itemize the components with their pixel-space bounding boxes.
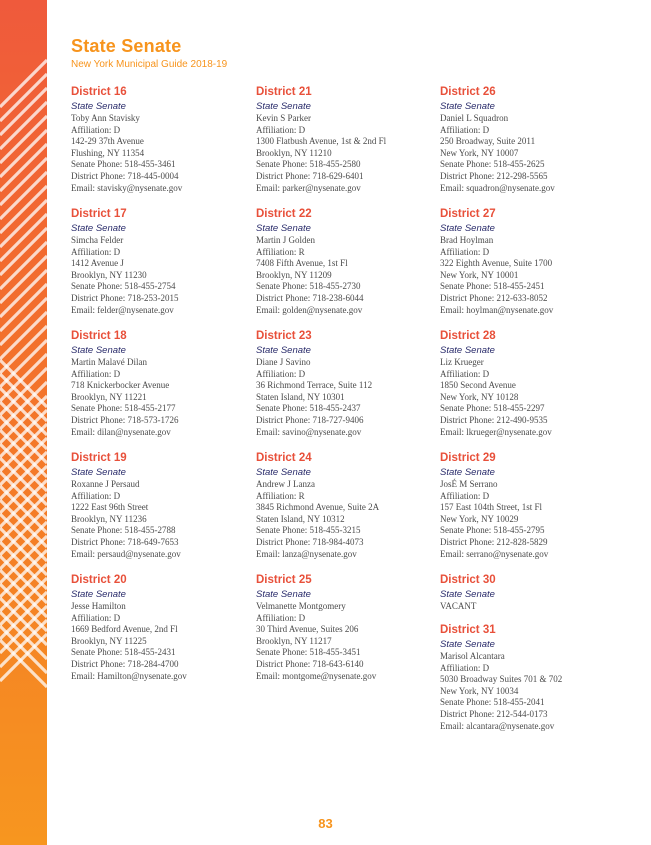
contact-line: Email: serrano@nysenate.gov bbox=[440, 548, 549, 559]
contact-line: Senate Phone: 518-455-2730 bbox=[256, 281, 361, 292]
contact-line: Affiliation: D bbox=[256, 612, 306, 623]
district-entry bbox=[71, 573, 251, 695]
district-heading: District 17 bbox=[71, 208, 127, 220]
contact-line: Affiliation: D bbox=[256, 124, 306, 135]
contact-line: 1669 Bedford Avenue, 2nd Fl bbox=[71, 624, 178, 635]
contact-line: District Phone: 718-643-6140 bbox=[256, 658, 364, 669]
contact-line: Daniel L Squadron bbox=[440, 113, 509, 123]
contact-line: Martin J Golden bbox=[256, 235, 315, 245]
page-subtitle: New York Municipal Guide 2018-19 bbox=[71, 59, 228, 70]
contact-line: Affiliation: D bbox=[440, 246, 490, 257]
contact-line: Email: lanza@nysenate.gov bbox=[256, 548, 357, 559]
contact-line: Affiliation: D bbox=[71, 612, 121, 623]
contact-line: Brooklyn, NY 11209 bbox=[256, 269, 332, 280]
column-3 bbox=[440, 85, 620, 745]
district-heading: District 18 bbox=[71, 330, 127, 342]
contact-line: Andrew J Lanza bbox=[256, 479, 315, 489]
contact-line: Brooklyn, NY 11210 bbox=[256, 147, 332, 158]
contact-line: District Phone: 718-984-4073 bbox=[256, 536, 364, 547]
chamber-label: State Senate bbox=[71, 101, 126, 112]
contact-line: Email: persaud@nysenate.gov bbox=[71, 548, 181, 559]
contact-line: 250 Broadway, Suite 2011 bbox=[440, 136, 536, 147]
chamber-label: State Senate bbox=[440, 345, 495, 356]
contact-line: Email: lkrueger@nysenate.gov bbox=[440, 426, 552, 437]
chamber-label: State Senate bbox=[71, 345, 126, 356]
contact-line: Jesse Hamilton bbox=[71, 601, 126, 611]
contact-line: 1300 Flatbush Avenue, 1st & 2nd Fl bbox=[256, 136, 387, 147]
contact-line: Affiliation: R bbox=[256, 246, 305, 257]
contact-line: JosÉ M Serrano bbox=[440, 479, 498, 489]
district-heading: District 22 bbox=[256, 208, 312, 220]
contact-line: Affiliation: D bbox=[71, 246, 121, 257]
contact-line: Affiliation: D bbox=[440, 490, 490, 501]
contact-line: Staten Island, NY 10301 bbox=[256, 391, 345, 402]
district-heading: District 16 bbox=[71, 86, 127, 98]
contact-line: 718 Knickerbocker Avenue bbox=[71, 380, 170, 391]
district-entry bbox=[440, 451, 620, 573]
district-heading: District 19 bbox=[71, 452, 127, 464]
district-heading: District 29 bbox=[440, 452, 496, 464]
district-entry bbox=[71, 329, 251, 451]
contact-line: Roxanne J Persaud bbox=[71, 479, 140, 489]
district-heading: District 23 bbox=[256, 330, 312, 342]
contact-line: Senate Phone: 518-455-2795 bbox=[440, 525, 545, 536]
contact-line: Diane J Savino bbox=[256, 357, 311, 367]
contact-line: 1850 Second Avenue bbox=[440, 380, 516, 391]
contact-line: Email: felder@nysenate.gov bbox=[71, 304, 174, 315]
contact-line: District Phone: 212-490-9535 bbox=[440, 414, 548, 425]
contact-line: 157 East 104th Street, 1st Fl bbox=[440, 502, 542, 513]
contact-line: Staten Island, NY 10312 bbox=[256, 513, 345, 524]
chamber-label: State Senate bbox=[256, 345, 311, 356]
contact-line: Velmanette Montgomery bbox=[256, 601, 346, 611]
contact-line: Senate Phone: 518-455-2437 bbox=[256, 403, 361, 414]
contact-line: Liz Krueger bbox=[440, 357, 484, 367]
district-heading: District 20 bbox=[71, 574, 127, 586]
contact-line: Senate Phone: 518-455-2754 bbox=[71, 281, 176, 292]
contact-line: Marisol Alcantara bbox=[440, 651, 505, 661]
contact-line: New York, NY 10007 bbox=[440, 147, 519, 158]
contact-line: Senate Phone: 518-455-2297 bbox=[440, 403, 545, 414]
contact-line: New York, NY 10029 bbox=[440, 513, 519, 524]
contact-line: Senate Phone: 518-455-3451 bbox=[256, 647, 361, 658]
contact-line: Senate Phone: 518-455-2041 bbox=[440, 697, 545, 708]
district-entry bbox=[440, 207, 620, 329]
district-entry bbox=[440, 85, 620, 207]
chamber-label: State Senate bbox=[71, 223, 126, 234]
chamber-label: State Senate bbox=[440, 639, 495, 650]
contact-line: Kevin S Parker bbox=[256, 113, 311, 123]
contact-line: District Phone: 212-298-5565 bbox=[440, 170, 548, 181]
contact-line: Email: alcantara@nysenate.gov bbox=[440, 720, 555, 731]
contact-line: District Phone: 212-828-5829 bbox=[440, 536, 548, 547]
contact-line: Email: Hamilton@nysenate.gov bbox=[71, 670, 187, 681]
contact-line: Brooklyn, NY 11236 bbox=[71, 513, 147, 524]
contact-line: 1222 East 96th Street bbox=[71, 502, 149, 513]
contact-line: District Phone: 212-633-8052 bbox=[440, 292, 548, 303]
page-number: 83 bbox=[318, 816, 333, 831]
contact-line: Senate Phone: 518-455-2177 bbox=[71, 403, 176, 414]
contact-line: 322 Eighth Avenue, Suite 1700 bbox=[440, 258, 553, 269]
diagonal-stripes-pattern bbox=[0, 0, 47, 845]
contact-line: Affiliation: D bbox=[71, 490, 121, 501]
contact-line: District Phone: 718-284-4700 bbox=[71, 658, 179, 669]
contact-line: District Phone: 718-445-0004 bbox=[71, 170, 179, 181]
decorative-sidebar bbox=[0, 0, 47, 845]
chamber-label: State Senate bbox=[71, 467, 126, 478]
chamber-label: State Senate bbox=[440, 223, 495, 234]
district-entry bbox=[71, 85, 251, 207]
chamber-label: State Senate bbox=[71, 589, 126, 600]
district-heading: District 26 bbox=[440, 86, 496, 98]
contact-line: Email: hoylman@nysenate.gov bbox=[440, 304, 554, 315]
contact-line: Senate Phone: 518-455-3215 bbox=[256, 525, 361, 536]
page-title: State Senate bbox=[71, 36, 182, 56]
district-heading: District 30 bbox=[440, 574, 496, 586]
contact-line: District Phone: 718-629-6401 bbox=[256, 170, 364, 181]
chamber-label: State Senate bbox=[256, 467, 311, 478]
contact-line: 30 Third Avenue, Suites 206 bbox=[256, 624, 359, 635]
contact-line: Email: squadron@nysenate.gov bbox=[440, 182, 555, 193]
contact-line: New York, NY 10128 bbox=[440, 391, 519, 402]
contact-line: Senate Phone: 518-455-2431 bbox=[71, 647, 176, 658]
district-entry bbox=[71, 207, 251, 329]
contact-line: Email: montgome@nysenate.gov bbox=[256, 670, 377, 681]
column-1 bbox=[71, 85, 251, 695]
contact-line: District Phone: 718-649-7653 bbox=[71, 536, 179, 547]
contact-line: Affiliation: D bbox=[256, 368, 306, 379]
contact-line: Brad Hoylman bbox=[440, 235, 494, 245]
contact-line: Email: dilan@nysenate.gov bbox=[71, 426, 171, 437]
contact-line: Email: parker@nysenate.gov bbox=[256, 182, 361, 193]
contact-line: Affiliation: D bbox=[440, 124, 490, 135]
contact-line: 5030 Broadway Suites 701 & 702 bbox=[440, 674, 563, 685]
contact-line: Senate Phone: 518-455-2788 bbox=[71, 525, 176, 536]
contact-line: 7408 Fifth Avenue, 1st Fl bbox=[256, 258, 348, 269]
contact-line: VACANT bbox=[440, 601, 477, 611]
district-entry bbox=[256, 329, 436, 451]
district-entry bbox=[256, 573, 436, 695]
district-entry bbox=[440, 623, 620, 745]
contact-line: 3845 Richmond Avenue, Suite 2A bbox=[256, 502, 380, 513]
district-entry bbox=[440, 329, 620, 451]
district-heading: District 31 bbox=[440, 624, 496, 636]
contact-line: Flushing, NY 11354 bbox=[71, 147, 145, 158]
contact-line: New York, NY 10034 bbox=[440, 685, 519, 696]
district-heading: District 24 bbox=[256, 452, 312, 464]
contact-line: District Phone: 718-727-9406 bbox=[256, 414, 364, 425]
contact-line: Affiliation: D bbox=[440, 662, 490, 673]
district-entry bbox=[256, 207, 436, 329]
contact-line: 142-29 37th Avenue bbox=[71, 136, 144, 147]
contact-line: 1412 Avenue J bbox=[71, 258, 124, 269]
district-entry bbox=[256, 451, 436, 573]
contact-line: Email: golden@nysenate.gov bbox=[256, 304, 363, 315]
district-entry bbox=[256, 85, 436, 207]
contact-line: Brooklyn, NY 11217 bbox=[256, 635, 332, 646]
contact-line: Simcha Felder bbox=[71, 235, 124, 245]
contact-line: Senate Phone: 518-455-2451 bbox=[440, 281, 545, 292]
chamber-label: State Senate bbox=[256, 101, 311, 112]
contact-line: Brooklyn, NY 11221 bbox=[71, 391, 147, 402]
contact-line: Toby Ann Stavisky bbox=[71, 113, 140, 123]
contact-line: District Phone: 718-253-2015 bbox=[71, 292, 179, 303]
contact-line: Affiliation: R bbox=[256, 490, 305, 501]
contact-line: Senate Phone: 518-455-2625 bbox=[440, 159, 545, 170]
chamber-label: State Senate bbox=[440, 467, 495, 478]
district-heading: District 28 bbox=[440, 330, 496, 342]
district-entry bbox=[440, 573, 620, 623]
district-entry bbox=[71, 451, 251, 573]
chamber-label: State Senate bbox=[440, 589, 495, 600]
contact-line: Affiliation: D bbox=[71, 368, 121, 379]
chamber-label: State Senate bbox=[256, 589, 311, 600]
contact-line: Senate Phone: 518-455-3461 bbox=[71, 159, 176, 170]
district-heading: District 27 bbox=[440, 208, 496, 220]
contact-line: Martin Malavé Dilan bbox=[71, 357, 147, 367]
contact-line: District Phone: 212-544-0173 bbox=[440, 708, 548, 719]
district-heading: District 25 bbox=[256, 574, 312, 586]
contact-line: Email: savino@nysenate.gov bbox=[256, 426, 362, 437]
contact-line: Brooklyn, NY 11225 bbox=[71, 635, 147, 646]
contact-line: Senate Phone: 518-455-2580 bbox=[256, 159, 361, 170]
contact-line: District Phone: 718-573-1726 bbox=[71, 414, 179, 425]
column-2 bbox=[256, 85, 436, 695]
contact-line: Affiliation: D bbox=[440, 368, 490, 379]
district-heading: District 21 bbox=[256, 86, 312, 98]
contact-line: Brooklyn, NY 11230 bbox=[71, 269, 147, 280]
chamber-label: State Senate bbox=[440, 101, 495, 112]
contact-line: Affiliation: D bbox=[71, 124, 121, 135]
contact-line: New York, NY 10001 bbox=[440, 269, 519, 280]
contact-line: Email: stavisky@nysenate.gov bbox=[71, 182, 183, 193]
contact-line: 36 Richmond Terrace, Suite 112 bbox=[256, 380, 373, 391]
contact-line: District Phone: 718-238-6044 bbox=[256, 292, 364, 303]
chamber-label: State Senate bbox=[256, 223, 311, 234]
